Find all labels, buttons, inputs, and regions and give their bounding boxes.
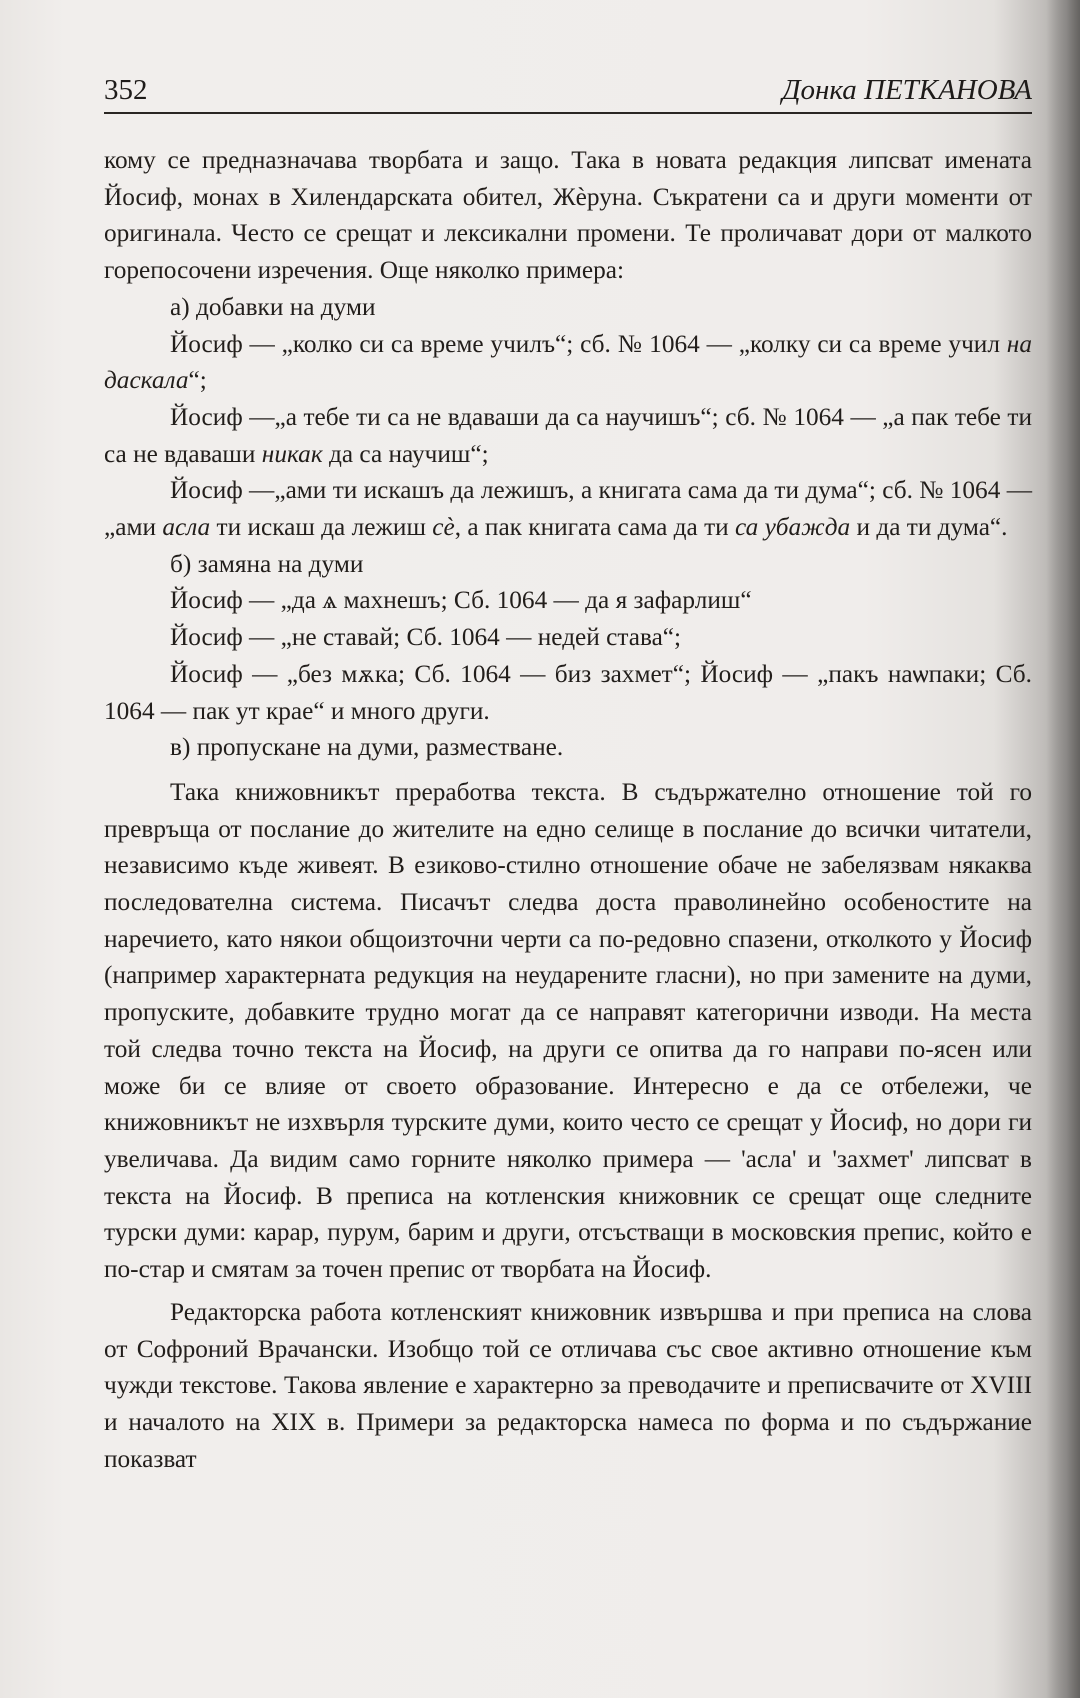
page-header [104,74,1032,114]
header-rule [104,112,1032,114]
text-segment: Йосиф — „да ѧ махнешъ; Сб. 1064 — да я зафарлиш“ [170,586,752,615]
text-segment: “; [188,366,207,395]
text-segment: ти искаш да лежиш [210,513,433,542]
example-line [104,326,1032,399]
text-segment: Йосиф — „колко си са време училъ“; сб. № 1064 — „колку си са време учил [170,329,1007,358]
italic-segment: са убажда [735,513,851,542]
paragraph [104,774,1032,1288]
text-segment: Йосиф —„ами ти искашъ да лежишъ, а книгата сама да ти дума“; сб. № 1064 — „ами [104,476,1032,542]
italic-segment: никак [261,439,323,468]
example-line [104,582,1032,619]
text-segment: Така книжовникът преработва текста. В съдържателно отношение той го превръща от послание до жителите на едно селище в послание до всички читатели, независимо къде живеят. В езиково-стилно отношение обаче не забелязвам някаква последователна система. Писачът следва доста праволинейно особеностите на наречието, като някои общоизточни черти са по-редовно спазени, отколкото у Йосиф (например характерната редукция на неударените гласни), но при замените на думи, пропуските, добавките трудно могат да се направят категорични изводи. На места той следва точно текста на Йосиф, на други се опитва да го направи по-ясен или може би се влияе от своето образование. Интересно е да се отбележи, че книжовникът не изхвърля турските думи, които често се срещат у Йосиф, но дори ги увеличава. Да видим само горните няколко примера — 'асла' и 'захмет' липсват в текста на Йосиф. В преписа на котленския книжовник се срещат още следните турски думи: карар, пурум, барим и други, отсъстващи в московския препис, който е по-стар и смятам за точен препис от творбата на Йосиф. [104,777,1032,1284]
text-segment: а) добавки на думи [170,292,376,321]
text-segment: Йосиф — „без мѫка; Сб. 1064 — биз захмет“; Йосиф — „пакъ наѡпаки; Сб. 1064 — пак ут крае“ и много други. [104,659,1032,725]
list-heading-replacements [104,546,1032,583]
page-body [104,142,1032,1477]
example-line [104,472,1032,545]
paragraph [104,1294,1032,1478]
binding-edge-shadow [1046,0,1080,1698]
text-segment: Йосиф —„а тебе ти са не вдаваши да са научишъ“; сб. № 1064 — „а пак тебе ти са не вдаваши [104,402,1032,468]
running-head-author: Донка ПЕТКАНОВА [782,74,1032,106]
text-segment: да са научиш“; [322,439,489,468]
page-number: 352 [104,74,148,106]
example-line [104,619,1032,656]
text-segment: кому се предназначава творбата и защо. Така в новата редакция липсват имената Йосиф, монах в Хилендарската обител, Жѐруна. Съкратени са и други моменти от оригинала. Често се срещат и лексикални промени. Те проличават дори от малкото горепосочени изречения. Още няколко примера: [104,146,1032,285]
example-line [104,399,1032,472]
italic-segment: сѐ [432,513,455,542]
text-segment: Редакторска работа котленският книжовник извършва и при преписа на слова от Софроний Врачански. Изобщо той се отличава със свое активно отношение към чужди текстове. Такова явление е характерно за преводачите и преписвачите от XVIII и началото на XIX в. Примери за редакторска намеса по форма и по съдържание показват [104,1297,1032,1473]
italic-segment: асла [162,513,211,542]
text-segment: Йосиф — „не ставай; Сб. 1064 — недей става“; [170,623,682,652]
paragraph [104,142,1032,289]
text-segment: и да ти дума“. [850,513,1008,542]
list-heading-omissions [104,729,1032,766]
text-segment: б) замяна на думи [170,549,364,578]
list-heading-additions [104,289,1032,326]
text-segment: в) пропускане на думи, разместване. [170,733,564,762]
text-segment: , а пак книгата сама да ти [454,513,736,542]
example-line [104,656,1032,729]
italic-segment: на даскала [104,329,1032,395]
